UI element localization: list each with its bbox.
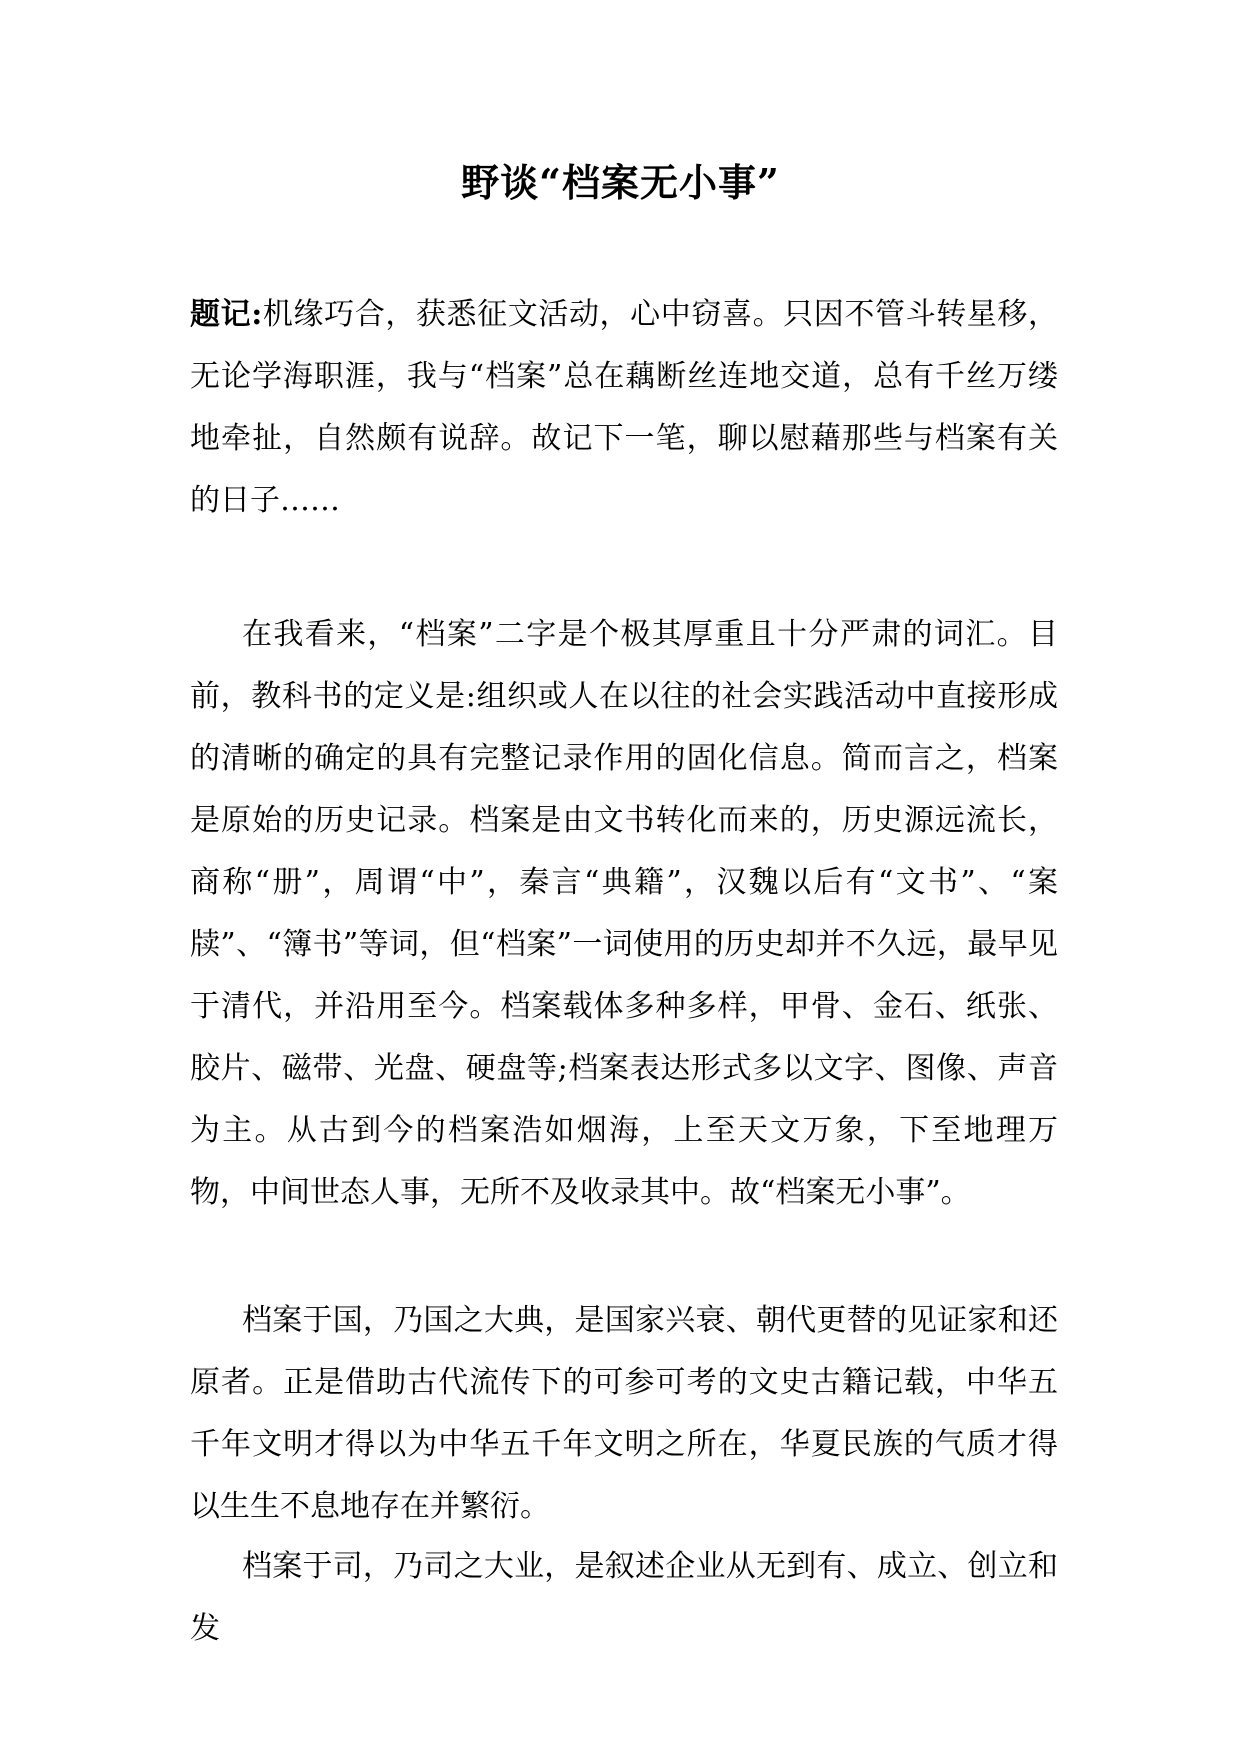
document-title: 野谈“档案无小事” — [461, 160, 780, 205]
paragraph-2: 档案于国，乃国之大典，是国家兴衰、朝代更替的见证家和还原者。正是借助古代流传下的可参可考的文史古籍记载，中华五千年文明才得以为中华五千年文明之所在，华夏民族的气质才得以生生不息地存在并繁衍。 — [190, 1303, 1058, 1524]
paragraph-3: 档案于司，乃司之大业，是叙述企业从无到有、成立、创立和发 — [190, 1549, 1058, 1646]
paragraph-1: 在我看来，“档案”二字是个极其厚重且十分严肃的词汇。目前，教科书的定义是:组织或人在以往的社会实践活动中直接形成的清晰的确定的具有完整记录作用的固化信息。简而言之，档案是原始的历史记录。档案是由文书转化而来的，历史源远流长，商称“册”，周谓“中”，秦言“典籍”，汉魏以后有“文书”、“案牍”、“簿书”等词，但“档案”一词使用的历史却并不久远，最早见于清代，并沿用至今。档案载体多种多样，甲骨、金石、纸张、胶片、磁带、光盘、硬盘等;档案表达形式多以文字、图像、声音为主。从古到今的档案浩如烟海，上至天文万象，下至地理万物，中间世态人事，无所不及收录其中。故“档案无小事”。 — [190, 617, 1058, 1210]
preface — [190, 284, 1058, 532]
preface-text: 机缘巧合，获悉征文活动，心中窃喜。只因不管斗转星移，无论学海职涯，我与“档案”总在藕断丝连地交道，总有千丝万缕地牵扯，自然颇有说辞。故记下一笔，聊以慰藉那些与档案有关的日子…… — [190, 297, 1059, 518]
preface-label: 题记: — [190, 297, 263, 332]
